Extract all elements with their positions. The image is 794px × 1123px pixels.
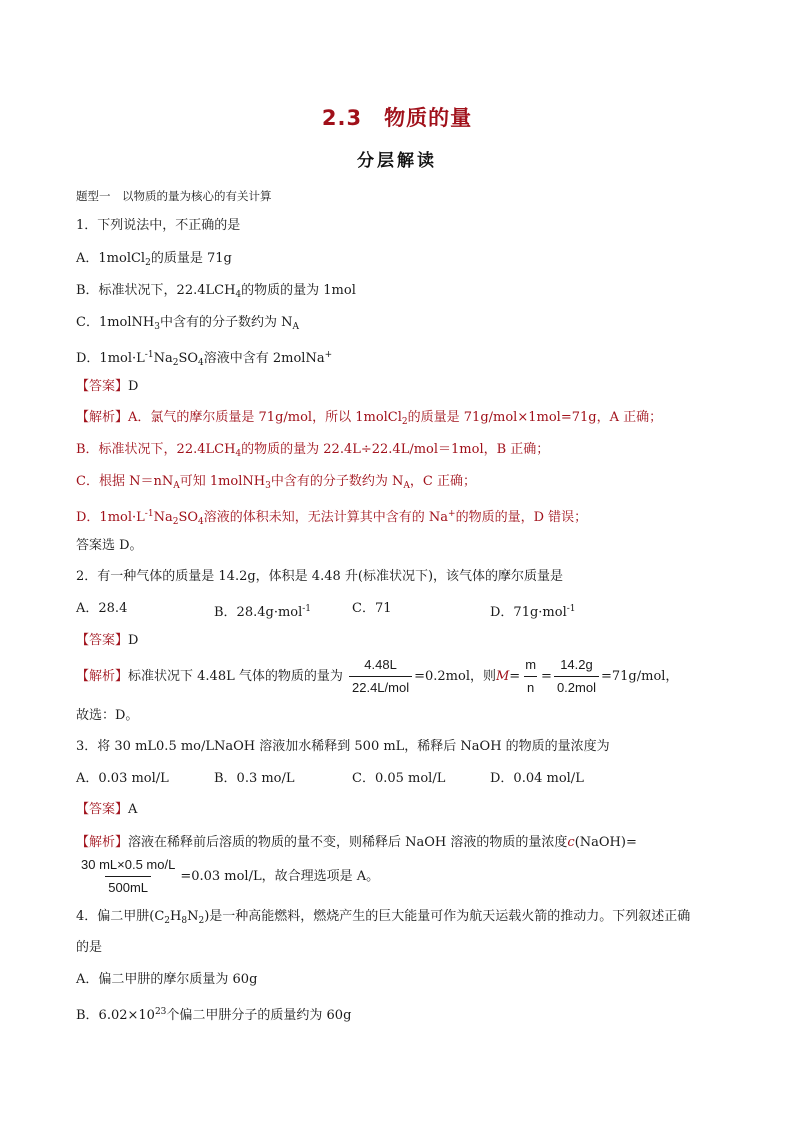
title-text: 物质的量 xyxy=(384,106,473,130)
q1-option-a: A．1molCl$_2$的质量是 71g xyxy=(76,251,232,268)
q2-option-c: C．71 xyxy=(352,601,392,616)
q2-option-d: D．71g·mol$^{-1}$ xyxy=(490,604,576,620)
q3-option-b: B．0.3 mo/L xyxy=(214,771,295,786)
q1-explanation-d: D．$1mol\cdot L^{-1}Na_2SO_4$溶液的体积未知，无法计算其中含有的 Na+的物质的量，D 错误； xyxy=(76,509,588,527)
q1-option-c: C．1molNH$_3$中含有的分子数约为 $N_A$ xyxy=(76,315,299,332)
q4-option-a: A．偏二甲肼的摩尔质量为 60g xyxy=(76,972,258,987)
section-number: 2.3 xyxy=(321,106,363,130)
q4-stem-1: 4．偏二甲肼$(C_2H_8N_2)$是一种高能燃料，燃烧产生的巨大能量可作为航天运载火箭的推动力。下列叙述正确 xyxy=(76,909,691,926)
q1-option-d: D．$1mol\cdot L^{-1}Na_2SO_4$溶液中含有 2molNa+ xyxy=(76,350,333,368)
q2-answer: 【答案】D xyxy=(76,633,139,648)
q1-option-b: B．标准状况下，$22.4LCH_4$的物质的量为 1mol xyxy=(76,283,356,300)
q1-stem: 1．下列说法中，不正确的是 xyxy=(76,218,241,233)
q2-option-a: A．28.4 xyxy=(76,601,128,616)
q3-option-d: D．0.04 mol/L xyxy=(490,771,584,786)
q2-option-b: B．28.4g·mol$^{-1}$ xyxy=(214,604,312,620)
q3-stem: 3．将 30 mL0.5 mo/LNaOH 溶液加水稀释到 500 mL，稀释后 NaOH 的物质的量浓度为 xyxy=(76,739,610,754)
fraction-molar-mass: $\frac{14.2g}{\text{0.2mol}}$ xyxy=(554,656,599,697)
q3-explanation-2: $\frac{30 mL\times 0.5 mo/L}{500mL}$ =0.03 mol/L，故合理选项是 A。 xyxy=(76,856,379,897)
q2-final: 故选：D。 xyxy=(76,708,139,723)
q1-explanation-b: B．标准状况下，$22.4LCH_4$的物质的量为 22.4L÷22.4L/mol＝1mol，B 正确； xyxy=(76,442,550,459)
q3-option-c: C．0.05 mol/L xyxy=(352,771,446,786)
page-subtitle: 分层解读 xyxy=(357,151,437,171)
section-heading: 题型一 以物质的量为核心的有关计算 xyxy=(76,189,272,203)
q3-answer: 【答案】A xyxy=(76,802,138,817)
q1-explanation-c: C．根据 $N=nN_A$可知 1molNH$_3$中含有的分子数约为 $N_A$，C 正确； xyxy=(76,474,476,491)
q3-option-a: A．0.03 mol/L xyxy=(76,771,169,786)
fraction-dilution: $\frac{30 mL\times 0.5 mo/L}{500mL}$ xyxy=(81,857,176,895)
q2-explanation: 【解析】标准状况下 4.48L 气体的物质的量为 $\frac{4.48L}{\text{22.4L/mol}}$ =0.2mol，则M= $\frac{m}{n}$ = $\frac{14.2g}{\text{0.2mol}}$ =71g/mol， xyxy=(76,657,679,695)
q3-explanation-1: 【解析】溶液在稀释前后溶质的物质的量不变，则稀释后 NaOH 溶液的物质的量浓度c(NaOH)= xyxy=(76,835,637,850)
q2-stem: 2．有一种气体的质量是 14.2g，体积是 4.48 升(标准状况下)，该气体的摩尔质量是 xyxy=(76,569,564,584)
q4-stem-2: 的是 xyxy=(76,940,103,955)
q4-option-b: B．$6.02\times 10^{23}$个偏二甲肼分子的质量约为 60g xyxy=(76,1007,352,1023)
page-title xyxy=(0,102,794,132)
fraction-m-over-n: $\frac{m}{n}$ xyxy=(525,657,537,695)
q1-final: 答案选 D。 xyxy=(76,538,143,553)
fraction-moles: $\frac{4.48L}{\text{22.4L/mol}}$ xyxy=(349,656,412,697)
q1-answer: 【答案】D xyxy=(76,379,139,394)
q1-explanation-a: 【解析】A．氯气的摩尔质量是 71g/mol，所以 1molCl$_2$的质量是 71g/mol×1mol=71g，A 正确； xyxy=(76,410,663,427)
